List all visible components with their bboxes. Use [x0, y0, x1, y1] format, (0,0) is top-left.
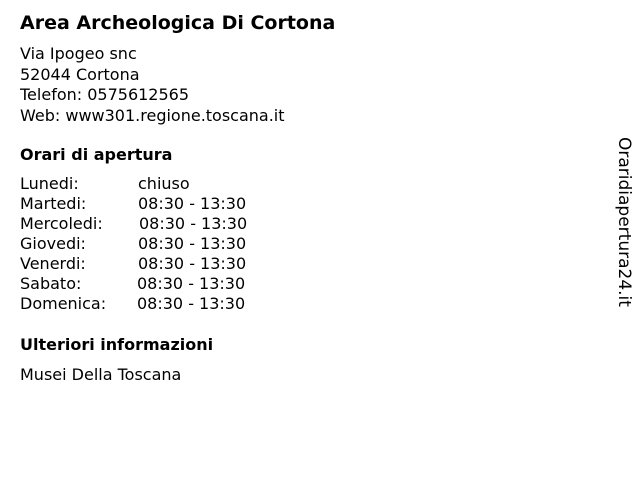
day-label: Domenica:	[20, 294, 107, 313]
more-info-heading: Ulteriori informazioni	[20, 335, 214, 354]
day-label: Sabato:	[20, 274, 82, 293]
phone-number: Telefon: 0575612565	[20, 85, 190, 104]
address-block	[20, 44, 285, 126]
site-brand-vertical: Oraridiapertura24.it	[614, 137, 634, 307]
hours-value: 08:30 - 13:30	[138, 194, 247, 213]
city-postal: 52044 Cortona	[20, 64, 140, 84]
hours-value: 08:30 - 13:30	[138, 234, 247, 253]
hours-value: 08:30 - 13:30	[139, 214, 248, 233]
day-label: Martedi:	[20, 194, 87, 213]
day-label: Venerdi:	[20, 254, 86, 273]
opening-hours-heading: Orari di apertura	[20, 145, 173, 164]
more-info-text: Musei Della Toscana	[20, 365, 182, 384]
day-label: Mercoledi:	[20, 214, 103, 233]
street-address: Via Ipogeo snc	[20, 44, 137, 63]
day-label: Giovedi:	[20, 234, 86, 253]
day-label: Lunedi:	[20, 174, 79, 193]
hours-value: 08:30 - 13:30	[137, 294, 246, 313]
hours-value: chiuso	[138, 174, 190, 193]
page-title: Area Archeologica Di Cortona	[20, 12, 336, 34]
website: Web: www301.regione.toscana.it	[20, 105, 285, 125]
hours-value: 08:30 - 13:30	[137, 274, 246, 293]
hours-value: 08:30 - 13:30	[138, 254, 247, 273]
